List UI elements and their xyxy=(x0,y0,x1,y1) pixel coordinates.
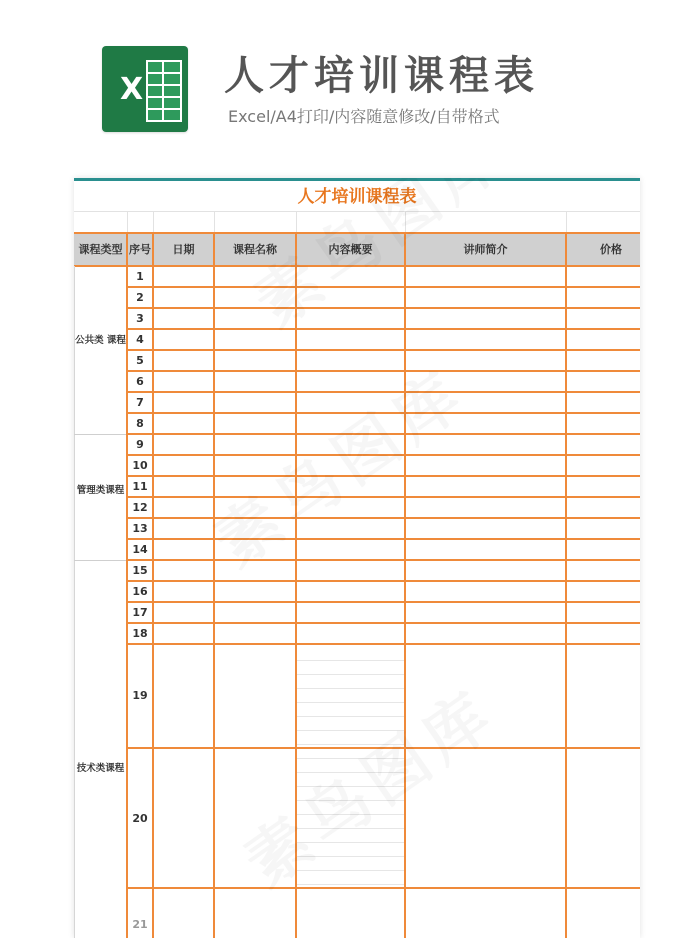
page-title: 人才培训课程表 xyxy=(224,53,539,99)
grid-line xyxy=(566,211,567,233)
grid-line xyxy=(74,560,127,561)
sheet-title: 人才培训课程表 xyxy=(297,187,417,207)
grid-line xyxy=(213,266,215,649)
page-header xyxy=(0,0,700,160)
row-number: 8 xyxy=(136,417,144,430)
row-number: 21 xyxy=(132,918,148,931)
column-header-lecturer: 讲师简介 xyxy=(463,243,508,256)
row-number: 13 xyxy=(132,522,148,535)
row-number: 18 xyxy=(132,627,148,640)
row-number: 15 xyxy=(132,564,148,577)
watermark xyxy=(194,344,483,585)
column-header-date: 日期 xyxy=(172,243,195,256)
column-header-summary: 内容概要 xyxy=(328,243,373,256)
excel-logo-icon xyxy=(102,46,188,132)
grid-line xyxy=(127,286,640,288)
row-number: 12 xyxy=(132,501,148,514)
category-technical: 技术类课程 xyxy=(76,763,125,774)
watermark xyxy=(224,664,513,905)
grid-line xyxy=(297,884,404,885)
spreadsheet-page xyxy=(74,178,640,938)
row-number: 16 xyxy=(132,585,148,598)
row-number: 2 xyxy=(136,291,144,304)
grid-line xyxy=(565,266,567,938)
grid-line xyxy=(565,232,567,267)
grid-line xyxy=(74,266,75,938)
row-number: 10 xyxy=(132,459,148,472)
grid-line xyxy=(214,211,215,233)
column-header-index: 序号 xyxy=(129,243,151,256)
grid-line xyxy=(153,211,154,233)
grid-line xyxy=(127,349,640,351)
grid-line xyxy=(127,559,640,561)
row-number: 5 xyxy=(136,354,144,367)
grid-line xyxy=(127,538,640,540)
grid-line xyxy=(127,328,640,330)
grid-line xyxy=(297,660,404,661)
row-number: 20 xyxy=(132,812,148,825)
row-number: 4 xyxy=(136,333,144,346)
grid-line xyxy=(127,580,640,582)
row-number: 11 xyxy=(132,480,148,493)
grid-line xyxy=(127,496,640,498)
column-header-course-name: 课程名称 xyxy=(233,243,277,256)
grid-line xyxy=(74,434,127,435)
row-number: 19 xyxy=(132,689,148,702)
row-number: 17 xyxy=(132,606,148,619)
grid-line xyxy=(126,232,128,267)
row-number: 3 xyxy=(136,312,144,325)
excel-logo-letter: X xyxy=(120,72,144,107)
grid-line xyxy=(213,232,215,267)
grid-line xyxy=(127,307,640,309)
row-number: 9 xyxy=(136,438,144,451)
category-management: 管理类课程 xyxy=(76,485,125,496)
grid-line xyxy=(127,370,640,372)
grid-line xyxy=(297,674,404,675)
page-subtitle: Excel/A4打印/内容随意修改/自带格式 xyxy=(228,107,500,126)
grid-line xyxy=(127,643,640,645)
category-public: 公共类 课程 xyxy=(75,335,126,346)
grid-line xyxy=(152,232,154,267)
grid-line xyxy=(127,601,640,603)
row-number: 6 xyxy=(136,375,144,388)
grid-line xyxy=(213,644,215,938)
sheet-top-border xyxy=(74,178,640,181)
column-header-type: 课程类型 xyxy=(78,243,123,256)
row-number: 14 xyxy=(132,543,148,556)
grid-line xyxy=(297,702,404,703)
column-header-price: 价格 xyxy=(600,243,622,256)
grid-line xyxy=(127,887,640,889)
grid-line xyxy=(127,211,128,233)
grid-line xyxy=(297,688,404,689)
row-number: 1 xyxy=(136,270,144,283)
row-number: 7 xyxy=(136,396,144,409)
grid-line xyxy=(127,622,640,624)
